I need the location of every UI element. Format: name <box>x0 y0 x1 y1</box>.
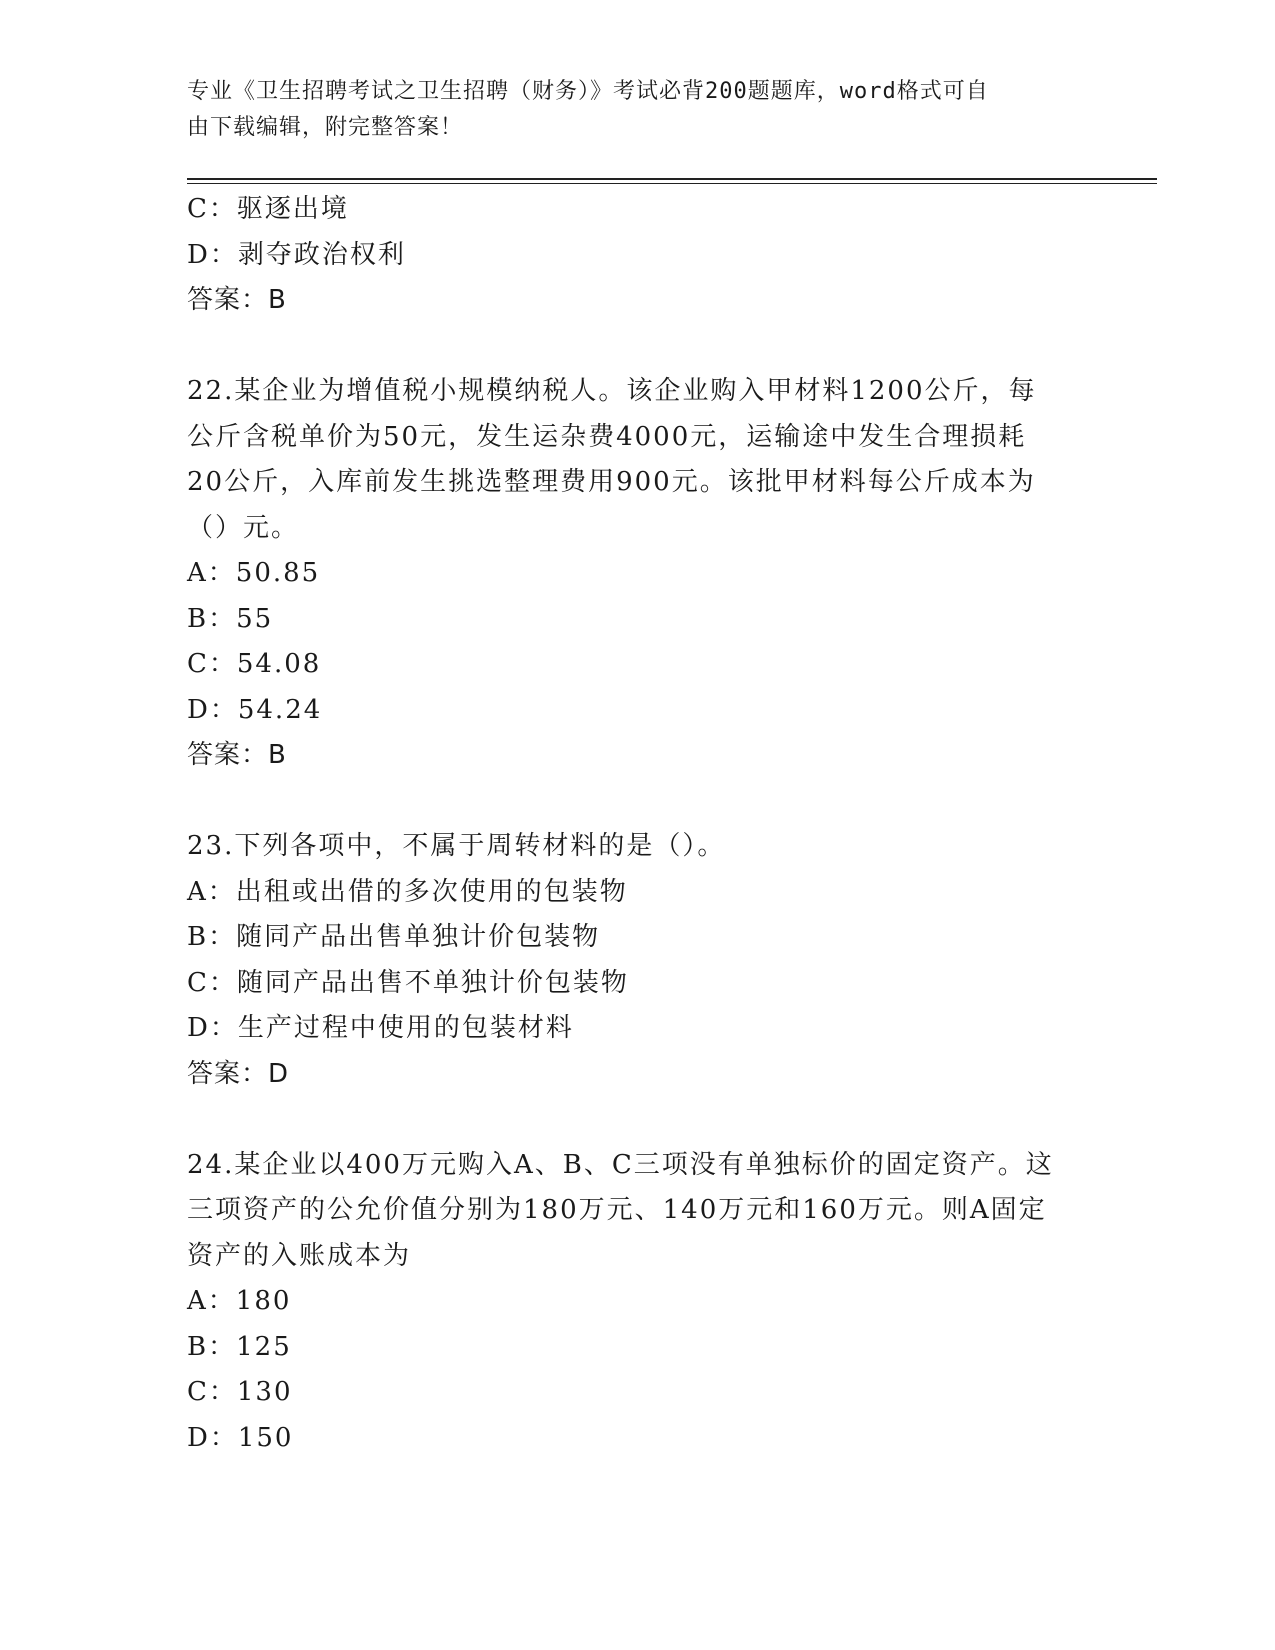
question-stem: 三项资产的公允价值分别为180万元、140万元和160万元。则A固定 <box>187 1195 1047 1225</box>
option-c: C：驱逐出境 <box>187 194 349 224</box>
question-stem: 20公斤，入库前发生挑选整理费用900元。该批甲材料每公斤成本为 <box>187 467 1036 497</box>
spacer <box>187 324 1087 370</box>
question-24 <box>187 1143 1087 1462</box>
option-b: B：55 <box>187 603 274 634</box>
question-23 <box>187 824 1087 1097</box>
question-stem: 24.某企业以400万元购入A、B、C三项没有单独标价的固定资产。这 <box>187 1149 1054 1180</box>
question-22 <box>187 369 1087 779</box>
question-stem: （）元。 <box>187 512 300 543</box>
option-b: B：随同产品出售单独计价包装物 <box>187 922 601 952</box>
document-header <box>187 74 1087 146</box>
question-21-tail <box>187 187 1087 324</box>
question-stem: 资产的入账成本为 <box>187 1240 412 1271</box>
spacer <box>187 779 1087 825</box>
spacer <box>187 1097 1087 1143</box>
option-a: A：出租或出借的多次使用的包装物 <box>187 876 628 907</box>
header-line: 专业《卫生招聘考试之卫生招聘（财务）》考试必背200题题库，word格式可自 <box>187 79 989 104</box>
header-divider-thin <box>187 183 1157 184</box>
option-c: C：54.08 <box>187 649 322 679</box>
question-list <box>187 187 1087 1461</box>
answer-line: 答案：D <box>187 1058 290 1089</box>
option-d: D：剥夺政治权利 <box>187 239 406 270</box>
header-divider <box>187 178 1157 180</box>
question-stem: 22.某企业为增值税小规模纳税人。该企业购入甲材料1200公斤，每 <box>187 376 1037 406</box>
option-b: B：125 <box>187 1331 292 1362</box>
answer-line: 答案：B <box>187 740 287 770</box>
question-stem: 23.下列各项中，不属于周转材料的是（）。 <box>187 831 726 861</box>
option-d: D：150 <box>187 1422 294 1453</box>
option-d: D：54.24 <box>187 694 323 725</box>
answer-line: 答案：B <box>187 285 287 315</box>
option-c: C：随同产品出售不单独计价包装物 <box>187 967 629 998</box>
option-a: A：180 <box>187 1286 292 1316</box>
option-d: D：生产过程中使用的包装材料 <box>187 1013 574 1043</box>
option-a: A：50.85 <box>187 558 321 588</box>
header-line: 由下载编辑，附完整答案！ <box>187 115 464 140</box>
question-stem: 公斤含税单价为50元，发生运杂费4000元，运输途中发生合理损耗 <box>187 421 1027 452</box>
option-c: C：130 <box>187 1377 293 1407</box>
